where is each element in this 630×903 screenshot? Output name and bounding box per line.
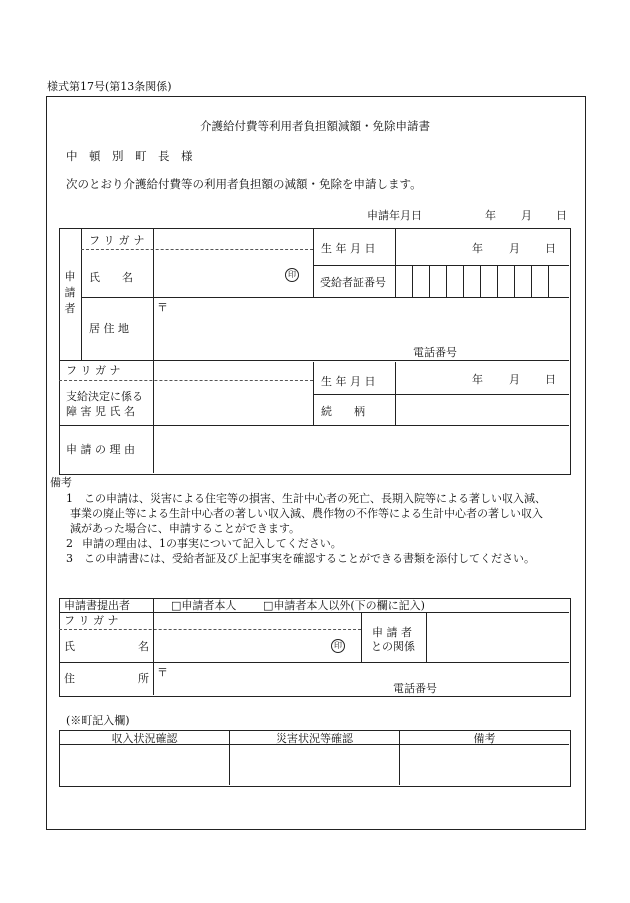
grid-line <box>59 380 313 381</box>
grid-line <box>531 265 532 297</box>
remark-1-line3: 減があった場合に、申請することができます。 <box>70 522 301 535</box>
intro-text: 次のとおり介護給付費等の利用者負担額の減額・免除を申請します。 <box>66 177 422 191</box>
submitter-postal-mark: 〒 <box>157 666 168 679</box>
town-col-remarks: 備考 <box>473 732 496 745</box>
applicant-birth-year: 年 <box>472 242 483 255</box>
application-date-label: 申請年月日 <box>367 209 422 222</box>
grid-line <box>59 612 569 613</box>
grid-line <box>463 265 464 297</box>
remark-3-text: この申請書には、受給者証及び上記事実を確認することができる書類を添付してください。 <box>84 552 535 565</box>
grid-line <box>395 229 396 297</box>
submitter-seal-mark: 印 <box>331 639 345 653</box>
submitter-relation-line1: 申 請 者 <box>372 626 412 639</box>
applicant-birth-day: 日 <box>545 242 556 255</box>
applicant-birth-label: 生 年 月 日 <box>321 242 376 255</box>
applicant-phone-label: 電話番号 <box>413 346 457 359</box>
submitter-furigana-label: フ リ ガ ナ <box>64 614 119 627</box>
submitter-address-label-1: 住 <box>64 672 75 685</box>
grid-line <box>313 394 569 395</box>
form-number: 様式第17号(第13条関係) <box>47 80 172 93</box>
remarks-heading: 備考 <box>50 476 72 489</box>
child-birth-year: 年 <box>472 373 483 386</box>
child-relation-label: 続 柄 <box>321 405 365 418</box>
grid-line <box>153 229 154 473</box>
grid-line <box>361 613 362 662</box>
remark-1-number: 1 <box>66 492 73 505</box>
town-col-income: 収入状況確認 <box>111 732 178 745</box>
grid-line <box>59 360 569 361</box>
child-name-label-line2: 障 害 児 氏 名 <box>66 405 135 418</box>
remark-3-number: 3 <box>66 552 73 565</box>
applicant-furigana-label: フリガナ <box>89 234 149 247</box>
child-furigana-label: フ リ ガ ナ <box>66 364 121 377</box>
submitter-address-label-2: 所 <box>138 672 149 685</box>
grid-line <box>480 265 481 297</box>
grid-line <box>429 265 430 297</box>
grid-line <box>59 629 361 630</box>
addressee: 中 頓 別 町 長 様 <box>66 149 193 163</box>
submitter-option-self[interactable]: □申請者本人 <box>171 599 237 612</box>
applicant-certificate-label: 受給者証番号 <box>320 276 386 289</box>
grid-line <box>59 425 569 426</box>
submitter-label: 申請書提出者 <box>64 599 130 612</box>
grid-line <box>514 265 515 297</box>
child-birth-month: 月 <box>509 373 520 386</box>
application-date-year: 年 <box>485 209 496 222</box>
grid-line <box>412 265 413 297</box>
submitter-phone-label: 電話番号 <box>393 682 437 695</box>
applicant-birth-month: 月 <box>509 242 520 255</box>
submitter-relation-line2: との関係 <box>371 640 415 653</box>
grid-line <box>313 229 314 297</box>
grid-line <box>153 599 154 695</box>
grid-line <box>497 265 498 297</box>
child-birth-label: 生 年 月 日 <box>321 375 376 388</box>
application-date-day: 日 <box>556 209 567 222</box>
form-title: 介護給付費等利用者負担額減額・免除申請書 <box>200 119 430 133</box>
town-col-disaster: 災害状況等確認 <box>276 732 353 745</box>
grid-line <box>59 662 569 663</box>
grid-line <box>81 297 569 298</box>
grid-line <box>426 613 427 662</box>
child-name-label-line1: 支給決定に係る <box>66 390 143 403</box>
grid-line <box>81 249 313 250</box>
remark-1-line1: この申請は、災害による住宅等の損害、生計中心者の死亡、長期入院等による著しい収入減、 <box>84 492 546 505</box>
submitter-option-other[interactable]: □申請者本人以外(下の欄に記入) <box>263 599 425 612</box>
remark-2-text: 申請の理由は、1の事実について記入してください。 <box>82 537 342 550</box>
applicant-seal-mark: 印 <box>285 268 299 282</box>
grid-line <box>313 265 569 266</box>
remark-2-number: 2 <box>66 537 73 550</box>
applicant-name-label: 氏 名 <box>89 271 133 284</box>
town-section-heading: (※町記入欄) <box>66 714 130 727</box>
remark-1-line2: 事業の廃止等による生計中心者の著しい収入減、農作物の不作等による生計中心者の著しい収入 <box>70 507 543 520</box>
applicant-postal-mark: 〒 <box>157 301 168 314</box>
submitter-name-label-2: 名 <box>138 640 149 653</box>
grid-line <box>446 265 447 297</box>
applicant-address-label: 居 住 地 <box>89 322 129 335</box>
applicant-section-label: 申請者 <box>64 270 76 315</box>
reason-label: 申 請 の 理 由 <box>66 443 135 456</box>
application-date-month: 月 <box>521 209 532 222</box>
child-birth-day: 日 <box>545 373 556 386</box>
submitter-name-label-1: 氏 <box>64 640 75 653</box>
grid-line <box>548 265 549 297</box>
